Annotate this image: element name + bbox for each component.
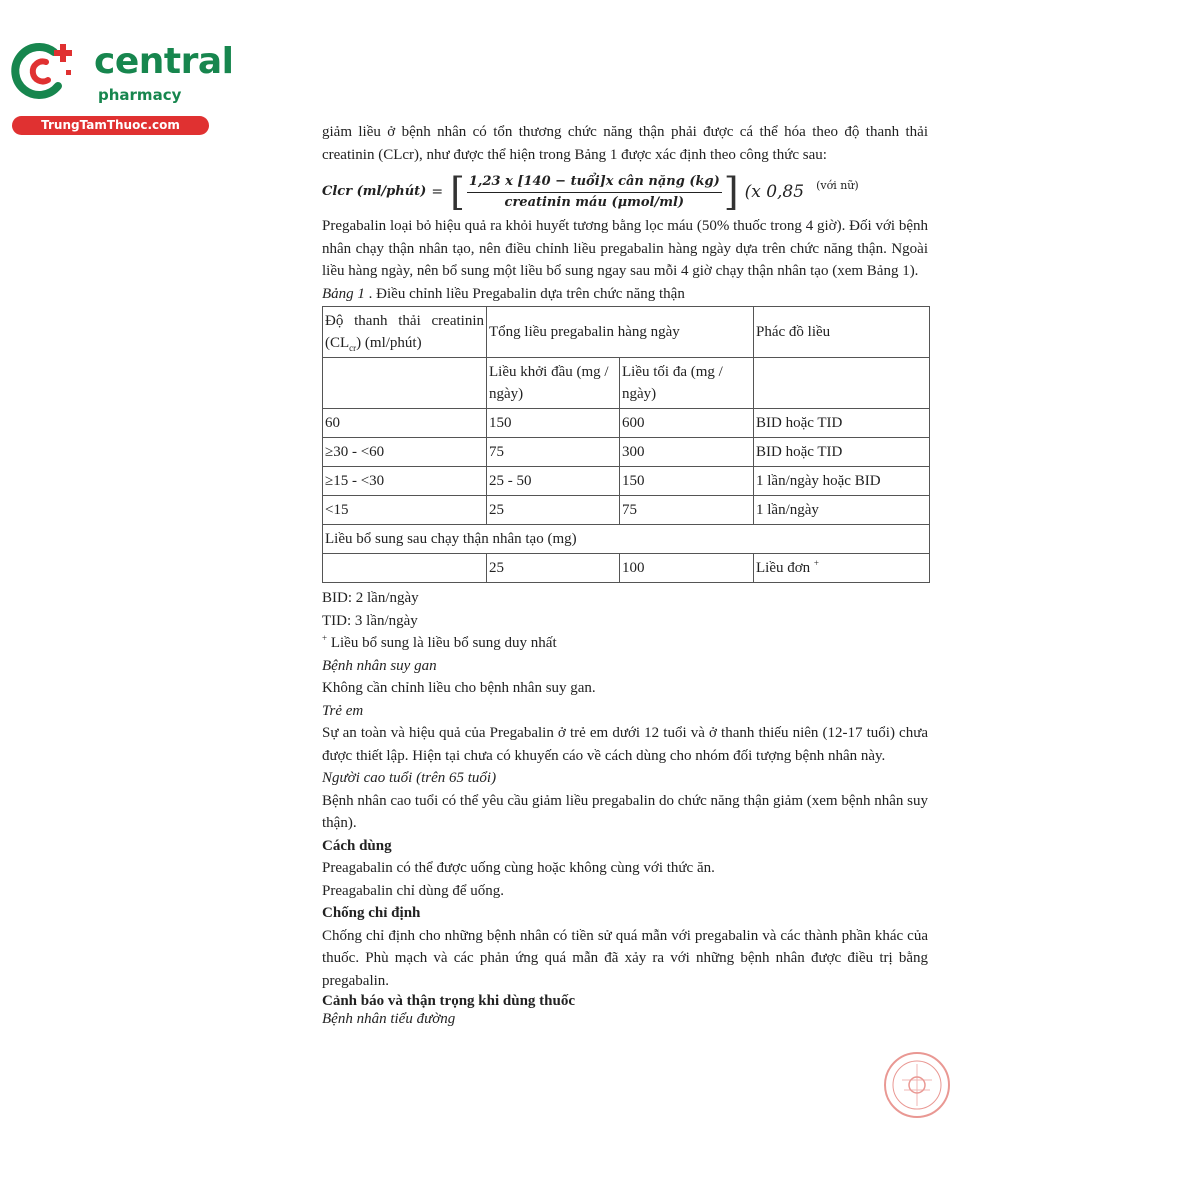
header-total-daily: Tổng liều pregabalin hàng ngày bbox=[487, 307, 754, 358]
table-row bbox=[323, 409, 930, 438]
diabetes-title: Bệnh nhân tiểu đường bbox=[322, 1011, 456, 1027]
child-text: Sự an toàn và hiệu quả của Pregabalin ở trẻ em dưới 12 tuổi và ở thanh thiếu niên (12-17 tuổi) chưa được thiết lập. Hiện tại chưa có khuyến cáo về cách dùng cho nhóm đối tượng bệnh nhân này. bbox=[322, 725, 928, 764]
cell-regimen: BID hoặc TID bbox=[754, 409, 930, 438]
usage-text-2: Preagabalin chỉ dùng để uống. bbox=[322, 882, 505, 899]
cell-clcr: ≥30 - <60 bbox=[323, 438, 487, 467]
supplement-label: Liều bổ sung sau chạy thận nhân tạo (mg) bbox=[323, 525, 930, 554]
intro-paragraph: giảm liều ở bệnh nhân có tổn thương chức năng thận phải được cá thể hóa theo độ thanh thải creatinin (CLcr), như được thể hiện trong Bảng 1 được xác định theo công thức sau: bbox=[322, 124, 928, 163]
header-clcr-text: Độ thanh thải creatinin (CL bbox=[325, 313, 484, 351]
subheader-empty bbox=[323, 358, 487, 409]
supplement-label-row bbox=[323, 525, 930, 554]
cell-start: 75 bbox=[487, 438, 620, 467]
brand-logo bbox=[10, 36, 234, 136]
plus-mark: + bbox=[813, 558, 819, 568]
dose-table bbox=[322, 306, 930, 583]
liver-title: Bệnh nhân suy gan bbox=[322, 657, 437, 674]
cell-max: 75 bbox=[620, 496, 754, 525]
header-start-dose: Liều khởi đầu (mg / ngày) bbox=[487, 358, 620, 409]
liver-text: Không cần chỉnh liều cho bệnh nhân suy gan. bbox=[322, 680, 596, 696]
dialysis-paragraph: Pregabalin loại bỏ hiệu quả ra khỏi huyết tương bằng lọc máu (50% thuốc trong 4 giờ). Đối với bệnh nhân chạy thận nhân tạo, nên điều chỉnh liều pregabalin hàng ngày dựa trên chức năng thận. Ngoài liều hàng ngày, nên bổ sung một liều bổ sung ngay sau mỗi 4 giờ chạy thận nhân tạo (xem Bảng 1). bbox=[322, 218, 928, 279]
elder-text: Bệnh nhân cao tuổi có thể yêu cầu giảm liều pregabalin do chức năng thận giảm (xem bệnh nhân suy thận). bbox=[322, 792, 928, 831]
note-bid: BID: 2 lần/ngày bbox=[322, 590, 419, 606]
formula-denominator: creatinin máu (μmol/ml) bbox=[504, 194, 685, 210]
cell-max: 300 bbox=[620, 438, 754, 467]
usage-title: Cách dùng bbox=[322, 837, 392, 854]
header-max-dose: Liều tối đa (mg / ngày) bbox=[620, 358, 754, 409]
cell-max: 100 bbox=[620, 554, 754, 583]
table-caption-label: Bảng 1 bbox=[322, 285, 365, 302]
child-title: Trẻ em bbox=[322, 702, 364, 719]
formula-equals: = bbox=[431, 183, 444, 200]
brand-name: central bbox=[94, 41, 234, 82]
cell-clcr: 60 bbox=[323, 409, 487, 438]
brand-url-badge: TrungTamThuoc.com bbox=[12, 116, 209, 135]
subheader-empty-regimen bbox=[754, 358, 930, 409]
header-clcr bbox=[323, 307, 487, 358]
contra-text: Chống chỉ định cho những bệnh nhân có tiền sử quá mẫn với pregabalin và các thành phần khác của thuốc. Phù mạch và các phản ứng quá mẫn đã xảy ra với những bệnh nhân được điều trị bằng pregabalin. bbox=[322, 927, 928, 989]
cell-start: 25 - 50 bbox=[487, 467, 620, 496]
cell-clcr: ≥15 - <30 bbox=[323, 467, 487, 496]
cell-clcr: <15 bbox=[323, 496, 487, 525]
formula-multiplier: (x 0,85 bbox=[744, 181, 805, 202]
note-plus-mark: + bbox=[322, 633, 328, 643]
formula-note: (với nữ) bbox=[816, 178, 859, 192]
formula-fraction bbox=[467, 173, 722, 212]
contra-title: Chống chỉ định bbox=[322, 905, 421, 921]
table-row bbox=[323, 496, 930, 525]
cell-regimen: 1 lần/ngày bbox=[754, 496, 930, 525]
clcr-formula bbox=[322, 169, 928, 215]
note-plus-text: Liều bổ sung là liều bổ sung duy nhất bbox=[330, 635, 557, 651]
cell-start: 25 bbox=[487, 554, 620, 583]
brand-subtitle: pharmacy bbox=[98, 86, 182, 104]
cell-regimen-text: Liều đơn bbox=[756, 560, 811, 576]
left-bracket-icon: [ bbox=[450, 170, 465, 214]
cell-start: 25 bbox=[487, 496, 620, 525]
warning-title: Cảnh báo và thận trọng khi dùng thuốc bbox=[322, 993, 576, 1009]
table-caption bbox=[322, 283, 928, 306]
cell-max: 150 bbox=[620, 467, 754, 496]
table-row bbox=[323, 438, 930, 467]
table-subheader-row bbox=[323, 358, 930, 409]
cell-regimen: 1 lần/ngày hoặc BID bbox=[754, 467, 930, 496]
note-plus bbox=[322, 632, 928, 655]
header-regimen: Phác đồ liều bbox=[754, 307, 930, 358]
cell-clcr bbox=[323, 554, 487, 583]
elder-title: Người cao tuổi (trên 65 tuổi) bbox=[322, 770, 497, 786]
table-caption-text: . Điều chỉnh liều Pregabalin dựa trên chức năng thận bbox=[368, 285, 685, 302]
seal-stamp-icon bbox=[882, 1050, 952, 1120]
cell-max: 600 bbox=[620, 409, 754, 438]
table-header-row bbox=[323, 307, 930, 358]
supplement-row bbox=[323, 554, 930, 583]
table-row bbox=[323, 467, 930, 496]
cell-regimen: BID hoặc TID bbox=[754, 438, 930, 467]
note-tid: TID: 3 lần/ngày bbox=[322, 612, 418, 629]
cell-start: 150 bbox=[487, 409, 620, 438]
header-clcr-sub: cr bbox=[349, 343, 357, 353]
cell-regimen bbox=[754, 554, 930, 583]
right-bracket-icon: ] bbox=[723, 170, 739, 214]
document-body bbox=[322, 121, 928, 1028]
usage-text-1: Preagabalin có thể được uống cùng hoặc không cùng với thức ăn. bbox=[322, 860, 715, 876]
formula-lhs: Clcr (ml/phút) bbox=[322, 183, 427, 199]
central-pharmacy-logo-icon bbox=[10, 40, 80, 102]
header-clcr-unit: ) (ml/phút) bbox=[356, 335, 422, 351]
formula-numerator: 1,23 x [140 − tuổi]x cân nặng (kg) bbox=[467, 173, 722, 193]
